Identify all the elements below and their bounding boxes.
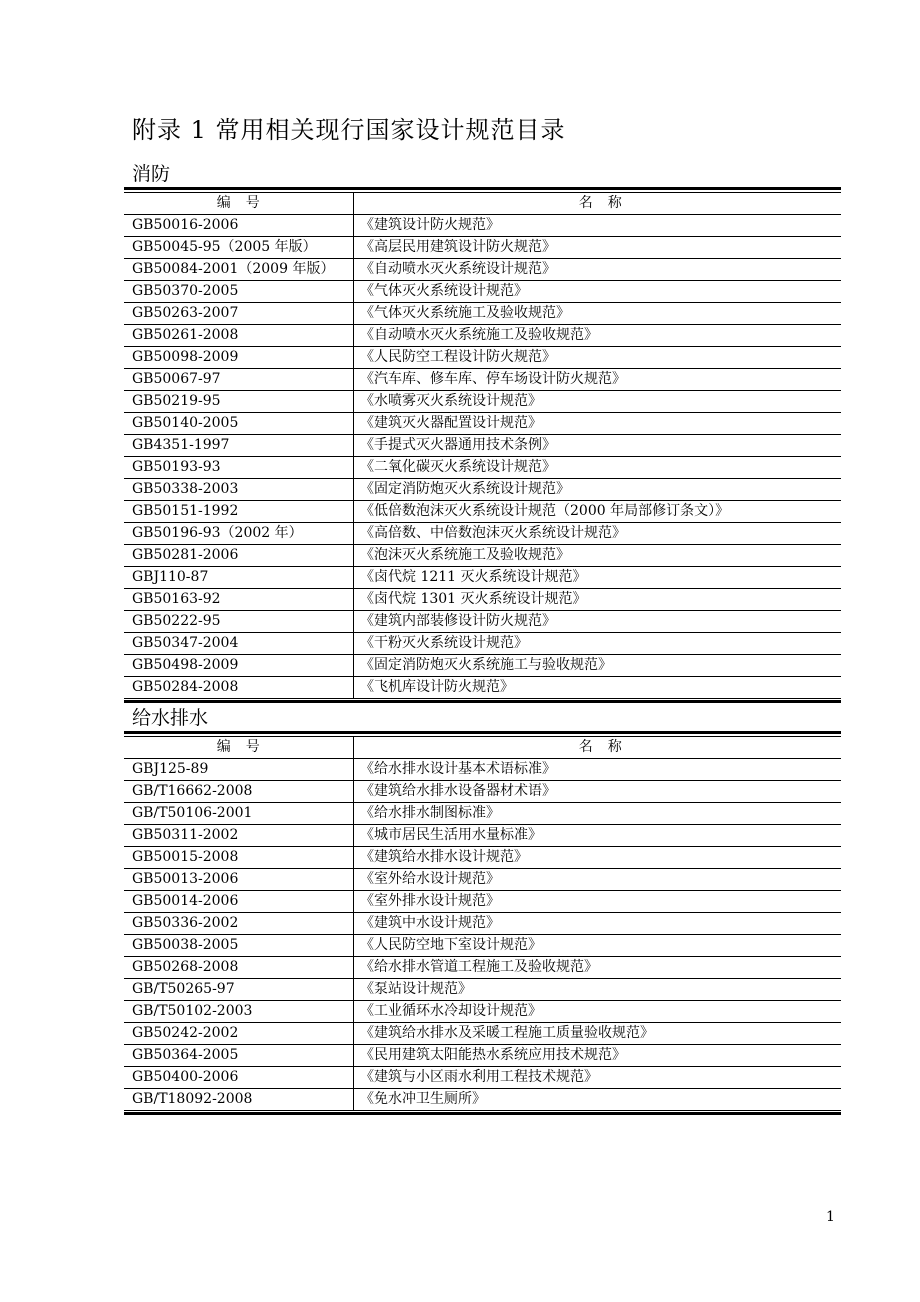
standard-code: GB50098-2009	[124, 347, 354, 369]
standard-name: 《固定消防炮灭火系统设计规范》	[354, 479, 842, 501]
page-number: 1	[826, 1209, 835, 1225]
table-row	[124, 501, 841, 523]
table-row	[124, 325, 841, 347]
standard-code: GB50038-2005	[124, 935, 354, 957]
standard-name: 《民用建筑太阳能热水系统应用技术规范》	[354, 1045, 842, 1067]
page-title: 附录 1 常用相关现行国家设计规范目录	[132, 116, 566, 144]
table-row	[124, 391, 841, 413]
standard-code: GBJ125-89	[124, 759, 354, 781]
standard-name: 《给水排水管道工程施工及验收规范》	[354, 957, 842, 979]
table-row	[124, 435, 841, 457]
table-row	[124, 457, 841, 479]
table-row	[124, 633, 841, 655]
standard-code: GB50222-95	[124, 611, 354, 633]
table-row	[124, 281, 841, 303]
standard-code: GB/T18092-2008	[124, 1089, 354, 1111]
standard-name: 《免水冲卫生厕所》	[360, 1091, 486, 1107]
standard-code: GB50219-95	[124, 391, 354, 413]
table-row	[124, 237, 841, 259]
table-row	[124, 215, 841, 237]
standard-code: GB50370-2005	[124, 281, 354, 303]
table-row	[124, 589, 841, 611]
table-row	[124, 611, 841, 633]
section-water-supply-drainage	[124, 706, 841, 1115]
table-row	[124, 1001, 841, 1023]
table-row	[124, 759, 841, 781]
standard-name: 《建筑给水排水及采暖工程施工质量验收规范》	[354, 1023, 842, 1045]
standard-code: GB50014-2006	[124, 891, 354, 913]
table-row	[124, 369, 841, 391]
standard-code: GB50498-2009	[124, 655, 354, 677]
table-row	[124, 347, 841, 369]
standard-name: 《二氧化碳灭火系统设计规范》	[354, 457, 842, 479]
table-row	[124, 1089, 841, 1111]
table-row	[124, 891, 841, 913]
standard-code: GB50013-2006	[124, 869, 354, 891]
standard-name: 《气体灭火系统设计规范》	[354, 281, 842, 303]
column-header-name: 名 称	[354, 193, 842, 215]
standard-code: GB50261-2008	[124, 325, 354, 347]
column-header-code: 编 号	[124, 193, 354, 215]
table-row	[124, 957, 841, 979]
standard-code: GB50151-1992	[124, 501, 354, 523]
table-row	[124, 523, 841, 545]
standard-name: 《人民防空地下室设计规范》	[354, 935, 842, 957]
standard-name: 《建筑灭火器配置设计规范》	[354, 413, 842, 435]
table-row	[124, 803, 841, 825]
standard-code: GB4351-1997	[124, 435, 354, 457]
table-row	[124, 1045, 841, 1067]
standard-code: GB50338-2003	[124, 479, 354, 501]
table-row	[124, 781, 841, 803]
standard-name: 《卤代烷 1301 灭火系统设计规范》	[354, 589, 842, 611]
standard-code: GB50347-2004	[124, 633, 354, 655]
table-row	[124, 655, 841, 677]
standard-code: GB/T50106-2001	[124, 803, 354, 825]
table-row	[124, 1067, 841, 1089]
standard-name: 《室外排水设计规范》	[354, 891, 842, 913]
standards-table	[124, 737, 841, 1110]
standard-code: GB50045-95（2005 年版）	[124, 237, 354, 259]
standard-name: 《自动喷水灭火系统设计规范》	[354, 259, 842, 281]
standards-table	[124, 193, 841, 698]
standard-name: 《气体灭火系统施工及验收规范》	[354, 303, 842, 325]
table-bottom-rule	[124, 698, 841, 703]
table-row	[124, 545, 841, 567]
section-fire-protection	[124, 162, 841, 703]
standard-name: 《低倍数泡沫灭火系统设计规范（2000 年局部修订条文）》	[354, 501, 842, 523]
standard-code: GB50015-2008	[124, 847, 354, 869]
standard-code: GB50263-2007	[124, 303, 354, 325]
standard-name: 《建筑给水排水设计规范》	[354, 847, 842, 869]
standard-name: 《汽车库、修车库、停车场设计防火规范》	[354, 369, 842, 391]
standard-code: GB50140-2005	[124, 413, 354, 435]
standard-name: 《高层民用建筑设计防火规范》	[354, 237, 842, 259]
standard-name: 《建筑内部装修设计防火规范》	[354, 611, 842, 633]
table-row	[124, 479, 841, 501]
standard-name: 《城市居民生活用水量标准》	[354, 825, 842, 847]
standard-name: 《泵站设计规范》	[354, 979, 842, 1001]
section-heading: 消防	[132, 163, 171, 185]
standard-name: 《卤代烷 1211 灭火系统设计规范》	[354, 567, 842, 589]
table-row	[124, 1023, 841, 1045]
standard-code: GB50311-2002	[124, 825, 354, 847]
standard-code: GB50336-2002	[124, 913, 354, 935]
column-header-code: 编 号	[124, 737, 354, 759]
standard-name: 《给水排水制图标准》	[354, 803, 842, 825]
standard-code: GB50281-2006	[124, 545, 354, 567]
standard-code: GB50284-2008	[124, 677, 354, 699]
standard-code: GB50268-2008	[124, 957, 354, 979]
standard-name: 《建筑设计防火规范》	[354, 215, 842, 237]
standard-code: GB50193-93	[124, 457, 354, 479]
table-header-row	[124, 193, 841, 215]
table-header-row	[124, 737, 841, 759]
standard-name: 《固定消防炮灭火系统施工与验收规范》	[354, 655, 842, 677]
standard-code: GB50364-2005	[124, 1045, 354, 1067]
table-row	[124, 913, 841, 935]
standard-name: 《建筑与小区雨水利用工程技术规范》	[354, 1067, 842, 1089]
table-row	[124, 825, 841, 847]
standard-name: 《飞机库设计防火规范》	[360, 679, 514, 695]
standard-code: GB50084-2001（2009 年版）	[124, 259, 354, 281]
standard-code: GB50067-97	[124, 369, 354, 391]
standard-name: 《水喷雾灭火系统设计规范》	[354, 391, 842, 413]
standard-name: 《工业循环水冷却设计规范》	[354, 1001, 842, 1023]
table-row	[124, 413, 841, 435]
standard-name: 《手提式灭火器通用技术条例》	[354, 435, 842, 457]
standard-code: GB/T16662-2008	[124, 781, 354, 803]
standard-code: GB/T50102-2003	[124, 1001, 354, 1023]
standard-name: 《高倍数、中倍数泡沫灭火系统设计规范》	[354, 523, 842, 545]
standard-name: 《泡沫灭火系统施工及验收规范》	[354, 545, 842, 567]
standard-name: 《自动喷水灭火系统施工及验收规范》	[354, 325, 842, 347]
section-heading: 给水排水	[132, 707, 209, 729]
standard-code: GB50400-2006	[124, 1067, 354, 1089]
column-header-name: 名 称	[354, 737, 842, 759]
table-row	[124, 979, 841, 1001]
standard-name: 《室外给水设计规范》	[354, 869, 842, 891]
standard-name: 《给水排水设计基本术语标准》	[354, 759, 842, 781]
table-bottom-rule	[124, 1110, 841, 1115]
table-row	[124, 567, 841, 589]
standard-name: 《人民防空工程设计防火规范》	[354, 347, 842, 369]
standard-code: GB50016-2006	[124, 215, 354, 237]
standard-name: 《干粉灭火系统设计规范》	[354, 633, 842, 655]
standard-code: GB50196-93（2002 年）	[124, 523, 354, 545]
table-row	[124, 847, 841, 869]
standard-name: 《建筑给水排水设备器材术语》	[354, 781, 842, 803]
table-row	[124, 935, 841, 957]
standard-name: 《建筑中水设计规范》	[354, 913, 842, 935]
table-row	[124, 869, 841, 891]
table-row	[124, 677, 841, 699]
standard-code: GBJ110-87	[124, 567, 354, 589]
standard-code: GB50242-2002	[124, 1023, 354, 1045]
standard-code: GB50163-92	[124, 589, 354, 611]
table-row	[124, 259, 841, 281]
standard-code: GB/T50265-97	[124, 979, 354, 1001]
table-row	[124, 303, 841, 325]
